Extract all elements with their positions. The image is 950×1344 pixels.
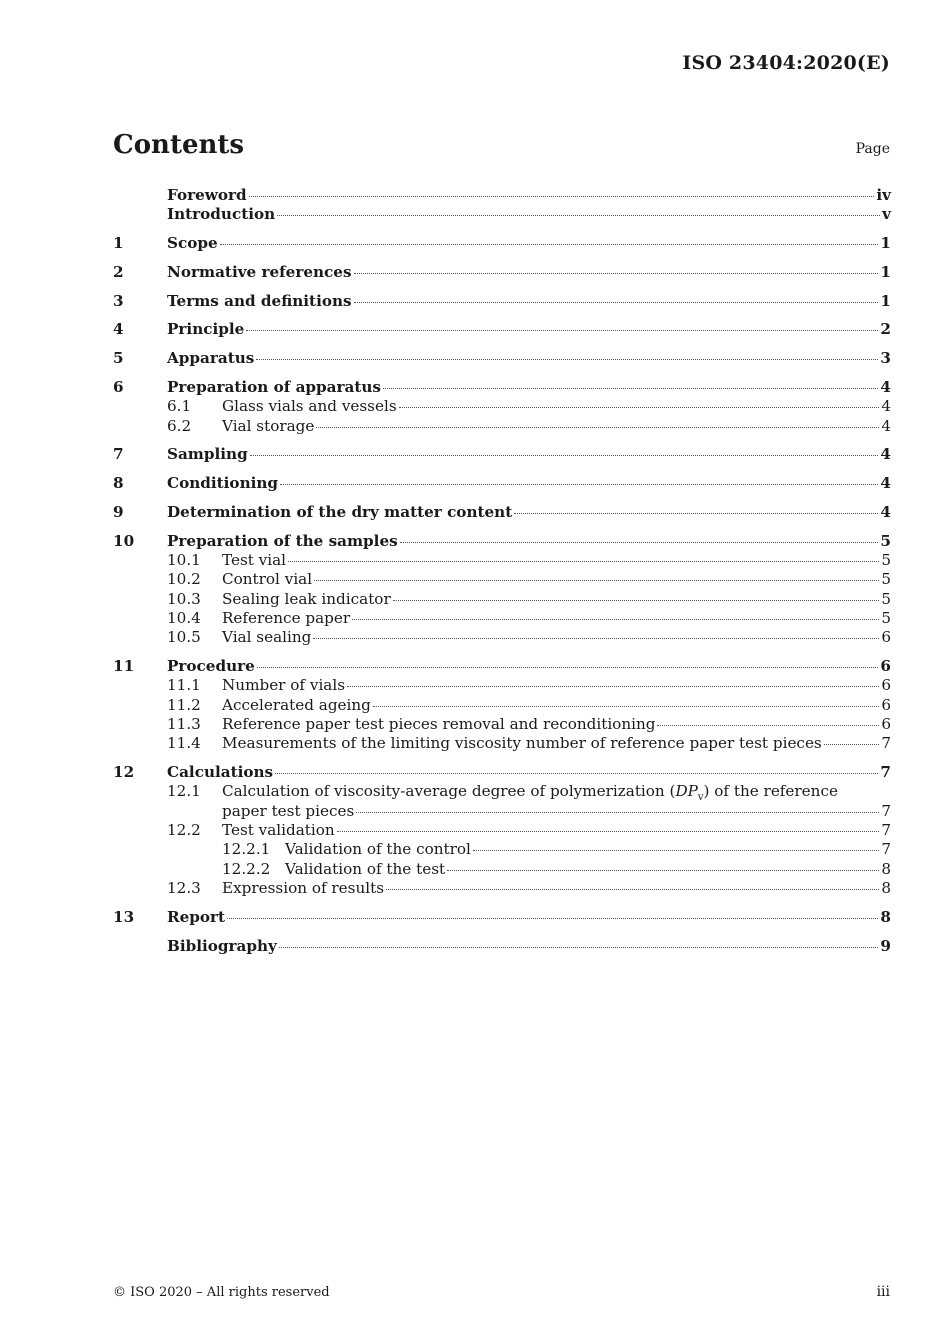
toc-leader-dots [277, 215, 880, 216]
toc-entry-page: 5 [880, 531, 891, 550]
toc-entry[interactable] [113, 397, 891, 416]
toc-leader-dots [354, 273, 879, 274]
toc-entry-page: 5 [881, 609, 891, 628]
toc-entry-number: 4 [113, 320, 124, 339]
toc-entry-number: 10.2 [167, 570, 201, 589]
toc-entry[interactable] [113, 474, 891, 493]
toc-entry-title: Preparation of apparatus [167, 378, 381, 397]
toc-entry-title: Sampling [167, 445, 248, 464]
toc-entry[interactable] [113, 657, 891, 676]
footer-page-number: iii [876, 1284, 890, 1300]
toc-entry-page: 3 [880, 349, 891, 368]
toc-entry-title: Terms and definitions [167, 291, 352, 310]
toc-leader-dots [256, 359, 878, 360]
toc-entry[interactable] [113, 205, 891, 224]
toc-entry[interactable] [113, 821, 891, 840]
toc-entry[interactable] [113, 782, 891, 804]
toc-leader-dots [249, 196, 875, 197]
toc-entry-page: 8 [880, 907, 891, 926]
toc-leader-dots [275, 773, 878, 774]
toc-entry-number: 1 [113, 234, 124, 253]
toc-entry-number: 2 [113, 262, 124, 281]
toc-entry-number: 6 [113, 378, 124, 397]
footer-copyright: © ISO 2020 – All rights reserved [113, 1285, 330, 1300]
toc-entry-number: 10.1 [167, 551, 201, 570]
toc-entry-page: 7 [881, 821, 891, 840]
toc-entry-number: 12.2.2 [222, 859, 271, 878]
toc-entry-title: Sealing leak indicator [222, 589, 391, 608]
toc-leader-dots [824, 744, 880, 745]
toc-leader-dots [314, 580, 879, 581]
toc-leader-dots [352, 619, 879, 620]
toc-entry-page: 5 [881, 570, 891, 589]
toc-entry-title: Foreword [167, 186, 247, 204]
toc-entry-page: 1 [880, 291, 891, 310]
toc-entry-page: 7 [881, 801, 891, 820]
toc-leader-dots [354, 302, 879, 303]
toc-entry[interactable] [113, 263, 891, 282]
toc-leader-dots [400, 542, 879, 543]
toc-entry-number: 11.4 [167, 734, 201, 753]
toc-entry-number: 11.2 [167, 695, 201, 714]
doc-code: ISO 23404:2020(E) [682, 52, 890, 74]
toc-leader-dots [386, 889, 879, 890]
toc-entry-title: Report [167, 907, 226, 926]
toc-entry-title: Calculations [167, 763, 274, 782]
toc-entry[interactable] [113, 532, 891, 551]
toc-entry-title: Number of vials [222, 676, 346, 695]
toc-leader-dots [257, 667, 879, 668]
toc-entry-page: 4 [880, 378, 891, 397]
toc-entry-title-sub: v [697, 792, 704, 804]
toc-leader-dots [288, 561, 879, 562]
toc-entry-page: 9 [880, 936, 891, 955]
toc-leader-dots [250, 455, 879, 456]
toc-entry-number: 6.2 [167, 416, 192, 435]
toc-entry-title-part: Calculation of viscosity-average degree of polymerization ( [222, 782, 676, 801]
toc-entry-page: 5 [881, 551, 891, 570]
toc-leader-dots [280, 484, 878, 485]
toc-entry[interactable] [113, 378, 891, 397]
toc-leader-dots [227, 918, 878, 919]
toc-entry-page: 1 [880, 262, 891, 281]
toc-entry[interactable] [113, 628, 891, 647]
toc-entry-title: Validation of the control [285, 840, 471, 859]
toc-leader-dots [447, 870, 879, 871]
toc-entry-page: 4 [881, 416, 891, 435]
toc-leader-dots [356, 812, 879, 813]
toc-entry-title: Scope [167, 234, 218, 253]
toc-entry-page: 4 [880, 445, 891, 464]
toc-leader-dots [657, 725, 879, 726]
toc-entry-number: 12.1 [167, 782, 201, 801]
toc-entry-page: 7 [881, 840, 891, 859]
toc-entry-page: 7 [880, 763, 891, 782]
toc-entry-page: 5 [881, 589, 891, 608]
toc-entry-title: Determination of the dry matter content [167, 503, 513, 522]
page-title: Contents [113, 130, 245, 160]
toc-entry-title-part: ) of the reference [703, 782, 838, 801]
toc-entry-title: Test validation [222, 821, 335, 840]
toc-entry-title: Test vial [222, 551, 287, 570]
toc-entry-number: 12 [113, 763, 135, 782]
toc-entry-number: 7 [113, 445, 124, 464]
toc-entry-number: 8 [113, 474, 124, 493]
toc-entry-title: Glass vials and vessels [222, 397, 397, 416]
toc-entry-title: Procedure [167, 657, 255, 676]
toc-entry-number: 12.2 [167, 821, 201, 840]
toc-entry-page: 6 [881, 676, 891, 695]
toc-entry-page: v [882, 205, 891, 224]
toc-entry-page: iv [876, 186, 891, 204]
toc-entry[interactable] [113, 349, 891, 368]
toc-entry-number: 13 [113, 907, 135, 926]
toc-leader-dots [383, 388, 878, 389]
toc-entry-number: 6.1 [167, 397, 192, 416]
toc-leader-dots [347, 686, 879, 687]
toc-entry-number: 10.3 [167, 589, 201, 608]
toc-entry-page: 6 [881, 695, 891, 714]
toc-leader-dots [399, 407, 880, 408]
toc-entry-page: 7 [881, 734, 891, 753]
toc-entry-page: 8 [881, 878, 891, 897]
toc-entry-title: Reference paper [222, 609, 351, 628]
toc-entry-title: Apparatus [167, 349, 255, 368]
toc-entry-number: 10.4 [167, 609, 201, 628]
toc-entry-number: 10.5 [167, 628, 201, 647]
toc-entry-number: 9 [113, 503, 124, 522]
toc-entry[interactable] [113, 609, 891, 628]
page-column-label: Page [855, 141, 890, 157]
toc-entry[interactable] [113, 186, 891, 205]
toc-entry[interactable] [113, 908, 891, 927]
toc-entry-title: Control vial [222, 570, 313, 589]
toc-entry-title: Bibliography [167, 936, 277, 955]
toc-entry[interactable] [113, 696, 891, 715]
toc-entry-page: 4 [880, 503, 891, 522]
toc-entry-title: Introduction [167, 205, 276, 224]
toc-entry[interactable] [113, 503, 891, 522]
toc-entry[interactable] [113, 763, 891, 782]
toc-entry-number: 3 [113, 291, 124, 310]
toc-entry-title: Expression of results [222, 878, 384, 897]
toc-entry-title: Vial sealing [222, 628, 312, 647]
toc-entry-number: 5 [113, 349, 124, 368]
toc-entry-page: 6 [881, 715, 891, 734]
toc-entry-page: 8 [881, 859, 891, 878]
toc-entry-page: 4 [881, 397, 891, 416]
toc-entry-title: paper test pieces [222, 801, 355, 820]
toc-leader-dots [473, 850, 879, 851]
toc-leader-dots [246, 330, 878, 331]
toc-entry-title: Normative references [167, 262, 352, 281]
toc-entry-title: Vial storage [222, 416, 315, 435]
toc-entry[interactable] [113, 590, 891, 609]
toc-entry-page: 1 [880, 234, 891, 253]
toc-entry[interactable] [113, 292, 891, 311]
toc-entry[interactable] [113, 320, 891, 339]
toc-entry[interactable] [113, 937, 891, 956]
toc-entry[interactable] [113, 734, 891, 753]
toc-entry-title: Accelerated ageing [222, 695, 371, 714]
toc-entry-number: 11.1 [167, 676, 201, 695]
toc-entry-title: Measurements of the limiting viscosity number of reference paper test pieces [222, 734, 822, 753]
toc-entry-title: Conditioning [167, 474, 279, 493]
toc-entry-title: Preparation of the samples [167, 531, 398, 550]
toc-leader-dots [313, 638, 879, 639]
toc-leader-dots [393, 600, 880, 601]
toc-leader-dots [220, 244, 879, 245]
toc-entry[interactable] [113, 234, 891, 253]
toc-entry-number: 12.3 [167, 878, 201, 897]
toc-leader-dots [337, 831, 880, 832]
toc-entry[interactable] [113, 676, 891, 695]
toc-entry-page: 4 [880, 474, 891, 493]
toc-entry[interactable] [113, 445, 891, 464]
toc-entry-page: 2 [880, 320, 891, 339]
toc-entry[interactable] [113, 879, 891, 898]
toc-entry-number: 12.2.1 [222, 840, 271, 859]
toc-leader-dots [279, 947, 879, 948]
toc-entry-number: 10 [113, 531, 135, 550]
toc-entry-title: Validation of the test [285, 859, 446, 878]
toc-entry[interactable] [113, 715, 891, 734]
toc-leader-dots [316, 427, 879, 428]
toc-entry-page: 6 [881, 628, 891, 647]
toc-entry[interactable] [113, 551, 891, 570]
toc-entry-title: Reference paper test pieces removal and reconditioning [222, 715, 656, 734]
toc-entry-number: 11 [113, 657, 135, 676]
toc-entry-page: 6 [880, 657, 891, 676]
toc-entry-number: 11.3 [167, 715, 201, 734]
toc-entry[interactable] [113, 860, 891, 879]
toc-entry[interactable] [113, 417, 891, 436]
toc-leader-dots [373, 706, 879, 707]
toc-entry[interactable] [113, 840, 891, 859]
table-of-contents [113, 186, 891, 956]
toc-entry-title-var: DP [675, 782, 698, 801]
toc-entry[interactable] [113, 570, 891, 589]
toc-entry-title: Principle [167, 320, 245, 339]
toc-leader-dots [514, 513, 878, 514]
